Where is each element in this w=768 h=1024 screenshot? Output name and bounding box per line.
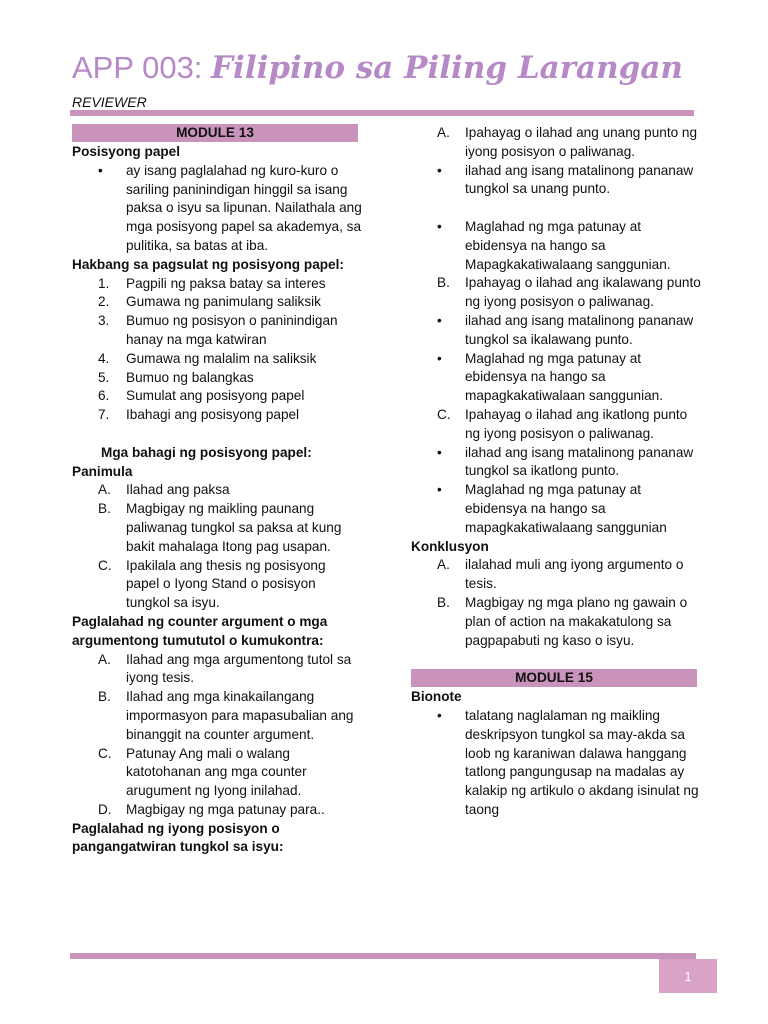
course-title: Filipino sa Piling Larangan <box>211 50 683 86</box>
list-item-text: Magbigay ng mga plano ng gawain o plan of action na makakatulong sa pagpapabuti ng kaso o isyu. <box>465 594 688 648</box>
counter-argument-heading: Paglalahad ng counter argument o mga argumentong tumututol o kumukontra: <box>72 613 328 648</box>
bullet-icon: • <box>437 218 442 234</box>
konklusyon-list <box>411 556 701 650</box>
posisyon-points-list-a <box>411 124 701 199</box>
list-marker: D. <box>98 801 112 817</box>
course-code: APP 003: <box>72 50 203 85</box>
bullet-icon: • <box>437 350 442 366</box>
list-marker: C. <box>98 557 112 573</box>
hakbang-list <box>72 275 362 425</box>
bullet-icon: • <box>437 162 442 178</box>
list-item <box>72 369 362 388</box>
list-item-text: ilahad ang isang matalinong pananaw tungkol sa ikalawang punto. <box>465 312 694 347</box>
list-marker: 1. <box>98 275 110 291</box>
bullet-icon: • <box>437 312 442 328</box>
page-number: 1 <box>659 959 717 993</box>
list-item-text: Ibahagi ang posisyong papel <box>126 407 300 423</box>
left-column <box>72 124 362 857</box>
list-item-text: ilahad ang isang matalinong pananaw tungkol sa ikatlong punto. <box>465 444 694 479</box>
list-item <box>72 406 362 425</box>
document-title <box>72 50 683 86</box>
list-item-text: Ipahayag o ilahad ang ikatlong punto ng iyong posisyon o paliwanag. <box>465 406 688 441</box>
hakbang-heading: Hakbang sa pagsulat ng posisyong papel: <box>72 256 344 272</box>
list-marker: 2. <box>98 294 110 310</box>
list-item-text: Ipahayag o ilahad ang unang punto ng iyong posisyon o paliwanag. <box>465 125 698 159</box>
list-item <box>411 218 701 274</box>
list-item <box>72 312 362 350</box>
bullet-icon: • <box>98 162 103 178</box>
list-marker: A. <box>98 482 111 498</box>
list-item <box>72 557 362 613</box>
right-column <box>411 124 701 820</box>
list-item <box>411 312 701 350</box>
bullet-icon: • <box>437 707 442 723</box>
spacer <box>411 650 701 669</box>
list-item-text: ay isang paglalahad ng kuro-kuro o sariling paninindigan hinggil sa isang paksa o isyu sa lipunan. Nailathala ang mga posisyong papel sa akademya, sa pulitika, sa batas at iba. <box>126 162 362 253</box>
list-marker: A. <box>437 125 450 140</box>
list-item-text: Maglahad ng mga patunay at ebidensya na hango sa mapagkakatiwalaang sanggunian <box>465 482 667 535</box>
list-item-text: Patunay Ang mali o walang katotohanan ang mga counter arugument ng Iyong inilahad. <box>126 745 307 799</box>
list-item-text: Ilahad ang mga kinakailangang impormasyon para mapasubalian ang binanggit na counter argument. <box>126 689 354 742</box>
list-marker: B. <box>98 689 111 705</box>
list-item-text: talatang naglalaman ng maikling deskripsyon tungkol sa may-akda sa loob ng karaniwan dalawa hanggang tatlong pangungusap na madalas ay kalakip ng artikulo o akdang isinulat ng taong <box>465 707 699 817</box>
list-item-text: Ilahad ang mga argumentong tutol sa iyong tesis. <box>126 651 352 686</box>
list-item-text: ilahad ang isang matalinong pananaw tungkol sa unang punto. <box>465 162 694 197</box>
bullet-icon: • <box>437 482 442 498</box>
list-item <box>411 556 701 594</box>
list-item-text: Magbigay ng maikling paunang paliwanag tungkol sa paksa at kung bakit mahalaga Itong pag usapan. <box>126 501 342 554</box>
list-item <box>411 406 701 444</box>
list-item <box>72 162 362 256</box>
list-marker: A. <box>98 651 111 667</box>
list-item <box>411 162 701 200</box>
document-subtitle: REVIEWER <box>72 94 147 110</box>
panimula-heading: Panimula <box>72 463 133 479</box>
list-item-text: Pagpili ng paksa batay sa interes <box>126 275 326 291</box>
list-item <box>411 481 701 537</box>
list-item <box>411 444 701 482</box>
list-marker: C. <box>437 406 451 422</box>
panimula-list <box>72 481 362 613</box>
list-marker: A. <box>437 557 450 573</box>
list-item <box>72 500 362 556</box>
footer-divider <box>70 953 696 959</box>
list-marker: 7. <box>98 407 110 423</box>
header-divider <box>70 110 694 116</box>
list-item-text: Gumawa ng malalim na saliksik <box>126 350 317 366</box>
list-item <box>72 350 362 369</box>
posisyon-heading: Paglalahad ng iyong posisyon o pangangatwiran tungkol sa isyu: <box>72 820 284 855</box>
list-marker: B. <box>437 594 450 610</box>
list-item <box>72 688 362 744</box>
bionote-heading: Bionote <box>411 689 462 705</box>
list-item <box>72 801 362 820</box>
list-item <box>72 275 362 294</box>
bahagi-heading: Mga bahagi ng posisyong papel: <box>101 444 312 460</box>
posisyong-papel-heading: Posisyong papel <box>72 144 181 159</box>
list-item-text: Bumuo ng balangkas <box>126 369 254 385</box>
list-item <box>411 274 701 312</box>
bionote-list <box>411 707 701 820</box>
list-marker: B. <box>98 501 111 517</box>
konklusyon-heading: Konklusyon <box>411 538 489 554</box>
module-13-banner: MODULE 13 <box>72 124 358 142</box>
module-15-banner: MODULE 15 <box>411 669 697 687</box>
spacer <box>72 425 362 444</box>
list-item-text: Ilahad ang paksa <box>126 482 230 498</box>
counter-argument-list <box>72 651 362 820</box>
list-item <box>72 651 362 689</box>
posisyong-papel-list <box>72 162 362 256</box>
list-item-text: Ipahayag o ilahad ang ikalawang punto ng iyong posisyon o paliwanag. <box>465 275 701 310</box>
list-item <box>72 745 362 801</box>
list-item-text: Ipakilala ang thesis ng posisyong papel o Iyong Stand o posisyon tungkol sa isyu. <box>126 557 326 611</box>
list-item <box>72 293 362 312</box>
list-item-text: Bumuo ng posisyon o paninindigan hanay na mga katwiran <box>126 313 338 347</box>
list-item-text: Maglahad ng mga patunay at ebidensya na hango sa mapagkakatiwalaan sanggunian. <box>465 350 664 404</box>
spacer <box>411 199 701 218</box>
list-marker: C. <box>98 745 112 761</box>
list-item <box>411 707 701 820</box>
list-item-text: Maglahad ng mga patunay at ebidensya na hango sa Mapagkakatiwalaang sanggunian. <box>465 218 671 272</box>
list-marker: 5. <box>98 369 110 385</box>
list-item <box>72 481 362 500</box>
list-item-text: ilalahad muli ang iyong argumento o tesis. <box>465 557 684 592</box>
list-marker: 3. <box>98 313 110 329</box>
list-item-text: Magbigay ng mga patunay para.. <box>126 801 325 817</box>
list-item <box>411 124 701 162</box>
list-item-text: Sumulat ang posisyong papel <box>126 388 305 404</box>
list-marker: B. <box>437 275 450 291</box>
list-marker: 4. <box>98 350 110 366</box>
list-item <box>72 387 362 406</box>
list-item <box>411 594 701 650</box>
bullet-icon: • <box>437 444 442 460</box>
list-marker: 6. <box>98 388 110 404</box>
posisyon-points-list-b <box>411 218 701 538</box>
list-item <box>411 350 701 406</box>
list-item-text: Gumawa ng panimulang saliksik <box>126 294 321 310</box>
